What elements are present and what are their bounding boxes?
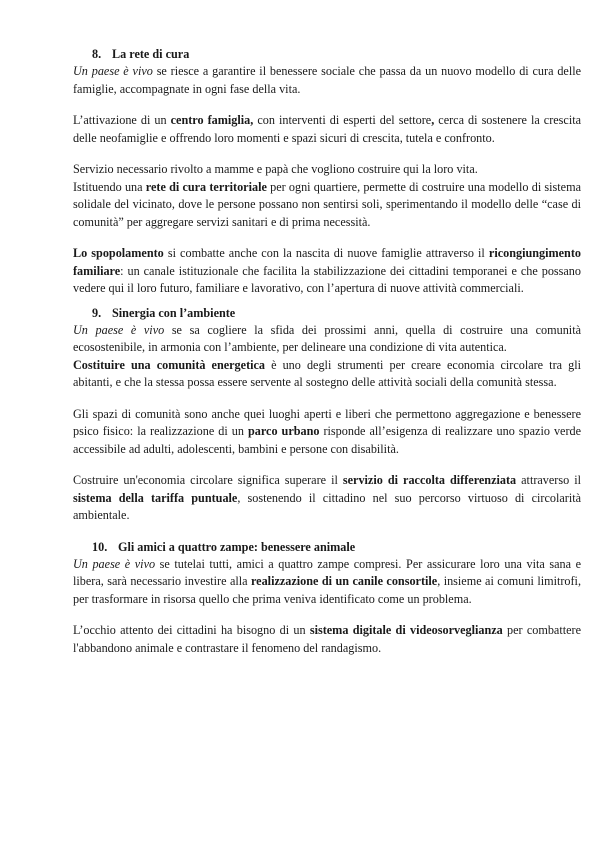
paragraph: [73, 357, 581, 392]
paragraph: [73, 245, 581, 298]
document-page: [73, 46, 581, 657]
section-heading: [92, 46, 581, 63]
bold-text: Lo spopolamento: [73, 246, 164, 260]
paragraph: [73, 112, 581, 147]
bold-text: realizzazione di un canile consortile: [250, 574, 438, 588]
italic-text: Un paese è vivo: [73, 322, 165, 337]
text-run: Servizio necessario rivolto a mamme e papà che vogliono costruire qui la loro vita.: [73, 162, 478, 176]
text-run: Istituendo una: [73, 179, 146, 194]
section-number: 9.: [92, 305, 102, 320]
section-number: 8.: [92, 47, 102, 61]
section-title: Sinergia con l’ambiente: [112, 305, 236, 320]
italic-text: Un paese è vivo: [73, 64, 153, 78]
bold-text: centro famiglia,: [170, 113, 254, 127]
bold-text: ricongiungimento familiare: [73, 246, 581, 278]
paragraph: [73, 622, 581, 657]
italic-text: Un paese è vivo: [73, 556, 156, 571]
text-run: L’occhio attento dei cittadini ha bisogno di un: [73, 623, 310, 637]
section-title: Gli amici a quattro zampe: benessere animale: [118, 539, 356, 554]
section-heading: [92, 539, 581, 556]
text-run: se tutelai tutti, amici a quattro zampe compresi. Per assicurare loro una vita sana e libera, sarà necessario investire alla: [73, 556, 581, 588]
text-run: per combattere l'abbandono animale e contrastare il fenomeno del randagismo.: [73, 623, 581, 655]
text-run: è uno degli strumenti per creare economia circolare tra gli abitanti, e che la stessa possa essere servente al sostegno delle attività sociali della comunità stessa.: [73, 357, 581, 389]
text-run: risponde all’esigenza di realizzare uno spazio verde accessibile ad adulti, adolescenti, bambini e persone con disabilità.: [73, 424, 582, 456]
paragraph: [73, 472, 581, 525]
text-run: cerca di sostenere la crescita delle neofamiglie e offrendo loro momenti e spazi sicuri di crescita, tutela e confronto.: [73, 113, 581, 145]
paragraph: [73, 161, 581, 179]
text-run: L’attivazione di un: [73, 113, 171, 127]
section-number: 10.: [92, 539, 108, 554]
bold-text: sistema digitale di videosorveglianza: [309, 623, 503, 637]
bold-text: servizio di raccolta differenziata: [342, 473, 517, 487]
paragraph: [73, 179, 581, 232]
bold-text: ,: [431, 113, 435, 127]
text-run: , insieme ai comuni limitrofi, per trasformare in risorsa quello che prima veniva identificato come un problema.: [73, 574, 581, 606]
bold-text: rete di cura territoriale: [145, 179, 267, 194]
paragraph: [73, 322, 581, 357]
text-run: Gli spazi di comunità sono anche quei luoghi aperti e liberi che permettono aggregazione e benessere psico fisico: la realizzazione di un: [73, 406, 581, 438]
section-heading: [92, 305, 581, 322]
paragraph: [73, 63, 581, 98]
text-run: si combatte anche con la nascita di nuove famiglie attraverso il: [163, 246, 489, 260]
text-run: attraverso il: [516, 473, 581, 487]
text-run: , sostenendo il cittadino nel suo percorso virtuoso di circolarità ambientale.: [73, 490, 581, 522]
paragraph: [73, 556, 581, 609]
section-title: La rete di cura: [112, 47, 190, 61]
bold-text: sistema della tariffa puntuale: [73, 490, 238, 505]
text-run: se riesce a garantire il benessere sociale che passa da un nuovo modello di cura delle famiglie, accompagnate in ogni fase della vita.: [73, 64, 581, 96]
text-run: : un canale istituzionale che facilita la stabilizzazione dei cittadini temporanei e che possano vedere qui il loro futuro, familiare e lavorativo, con l’apertura di nuove attività commerciali.: [73, 263, 581, 295]
paragraph: [73, 406, 581, 459]
text-run: con interventi di esperti del settore: [253, 113, 432, 127]
text-run: se sa cogliere la sfida dei prossimi anni, quella di costruire una comunità ecosostenibile, in armonia con l’ambiente, per delineare una condizione di vita autentica.: [73, 322, 581, 354]
bold-text: parco urbano: [247, 424, 320, 438]
text-run: per ogni quartiere, permette di costruire una modello di sistema solidale del vicinato, dove le persone possano non sentirsi soli, sperimentando il modello delle “case di comunità” per aggregare servizi sanitari e di prima necessità.: [73, 179, 581, 229]
text-run: Costruire un'economia circolare significa superare il: [73, 473, 343, 487]
bold-text: Costituire una comunità energetica: [73, 357, 266, 372]
